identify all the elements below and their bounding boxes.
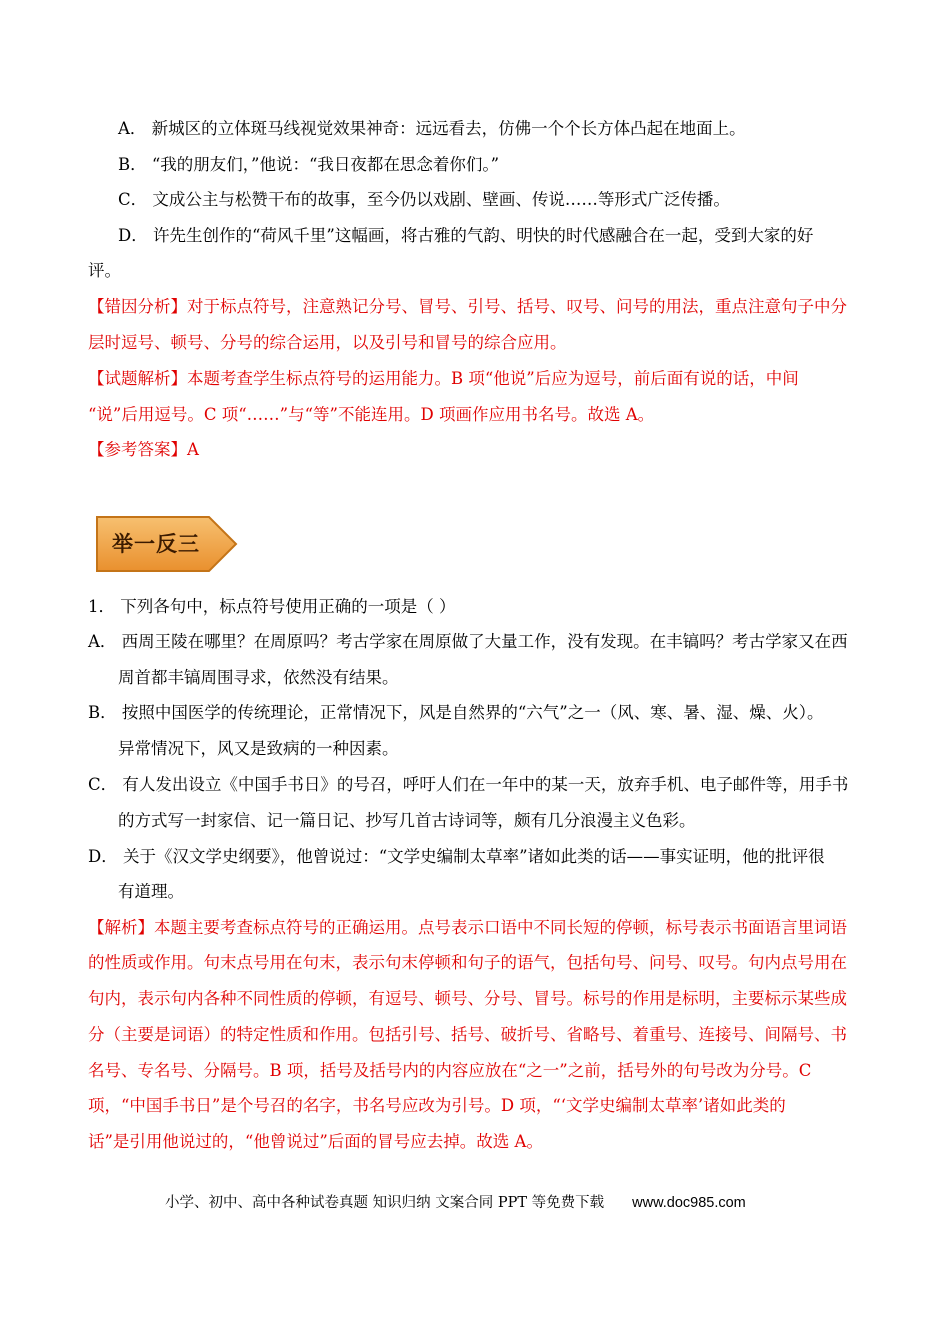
analysis-line2: 的性质或作用。句末点号用在句末，表示句末停顿和句子的语气，包括句号、问号、叹号。句内点号用在: [88, 953, 847, 972]
q1-option-d-line1: D． 关于《汉文学史纲要》，他曾说过：“文学史编制太草率”诸如此类的话——事实证明，他的批评很: [88, 847, 825, 866]
analysis-line7: 话”是引用他说过的，“他曾说过”后面的冒号应去掉。故选 A。: [88, 1132, 543, 1151]
q1-option-c-line1: C． 有人发出设立《中国手书日》的号召，呼吁人们在一年中的某一天，放弃手机、电子邮件等，用手书: [88, 775, 849, 794]
question-analysis-line2: “说”后用逗号。C 项“……”与“等”不能连用。D 项画作应用书名号。故选 A。: [88, 405, 655, 424]
question-analysis-line1: 【试题解析】本题考查学生标点符号的运用能力。B 项“他说”后应为逗号，前后面有说的话，中间: [88, 369, 799, 388]
footer-site-link[interactable]: www.doc985.com: [632, 1195, 746, 1211]
reference-answer: 【参考答案】A: [88, 440, 199, 459]
q1-option-b-line2: 异常情况下，风又是致病的一种因素。: [118, 739, 399, 758]
option-b-text: B． “我的朋友们，”他说：“我日夜都在思念着你们。”: [118, 155, 500, 174]
q1-option-a-line1: A． 西周王陵在哪里？在周原吗？考古学家在周原做了大量工作，没有发现。在丰镐吗？考古学家又在西: [88, 632, 848, 651]
q1-option-c-line2: 的方式写一封家信、记一篇日记、抄写几首古诗词等，颇有几分浪漫主义色彩。: [118, 811, 696, 830]
footer-text: 小学、初中、高中各种试卷真题 知识归纳 文案合同 PPT 等免费下载: [165, 1195, 605, 1211]
analysis-line1: 【解析】本题主要考查标点符号的正确运用。点号表示口语中不同长短的停顿，标号表示书面语言里词语: [88, 918, 847, 937]
error-analysis-line1: 【错因分析】对于标点符号，注意熟记分号、冒号、引号、括号、叹号、问号的用法，重点注意句子中分: [88, 297, 847, 316]
q1-option-b-line1: B． 按照中国医学的传统理论，正常情况下，风是自然界的“六气”之一（风、寒、暑、湿、燥、火）。: [88, 703, 824, 722]
page-footer: [165, 1191, 746, 1212]
option-c-text: C． 文成公主与松赞干布的故事，至今仍以戏剧、壁画、传说……等形式广泛传播。: [118, 190, 730, 209]
analysis-line3: 句内，表示句内各种不同性质的停顿，有逗号、顿号、分号、冒号。标号的作用是标明，主要标示某些成: [88, 989, 847, 1008]
option-a-text: A． 新城区的立体斑马线视觉效果神奇：远远看去，仿佛一个个长方体凸起在地面上。: [118, 119, 746, 138]
badge-label: 举一反三: [112, 531, 200, 556]
analysis-line6: 项，“中国手书日”是个号召的名字，书名号应改为引号。D 项，“‘文学史编制太草率’诸如此类的: [88, 1096, 786, 1115]
section-badge: [94, 514, 240, 574]
option-d-text-line2: 评。: [88, 261, 121, 280]
q1-option-d-line2: 有道理。: [118, 882, 184, 901]
question-stem: 1． 下列各句中，标点符号使用正确的一项是（ ）: [88, 597, 456, 616]
analysis-line5: 名号、专名号、分隔号。B 项，括号及括号内的内容应放在“之一”之前，括号外的句号改为分号。C: [88, 1061, 812, 1080]
error-analysis-line2: 层时逗号、顿号、分号的综合运用，以及引号和冒号的综合应用。: [88, 333, 567, 352]
analysis-line4: 分（主要是词语）的特定性质和作用。包括引号、括号、破折号、省略号、着重号、连接号、间隔号、书: [88, 1025, 847, 1044]
option-d-text-line1: D． 许先生创作的“荷风千里”这幅画，将古雅的气韵、明快的时代感融合在一起，受到大家的好: [118, 226, 814, 245]
q1-option-a-line2: 周首都丰镐周围寻求，依然没有结果。: [118, 668, 399, 687]
